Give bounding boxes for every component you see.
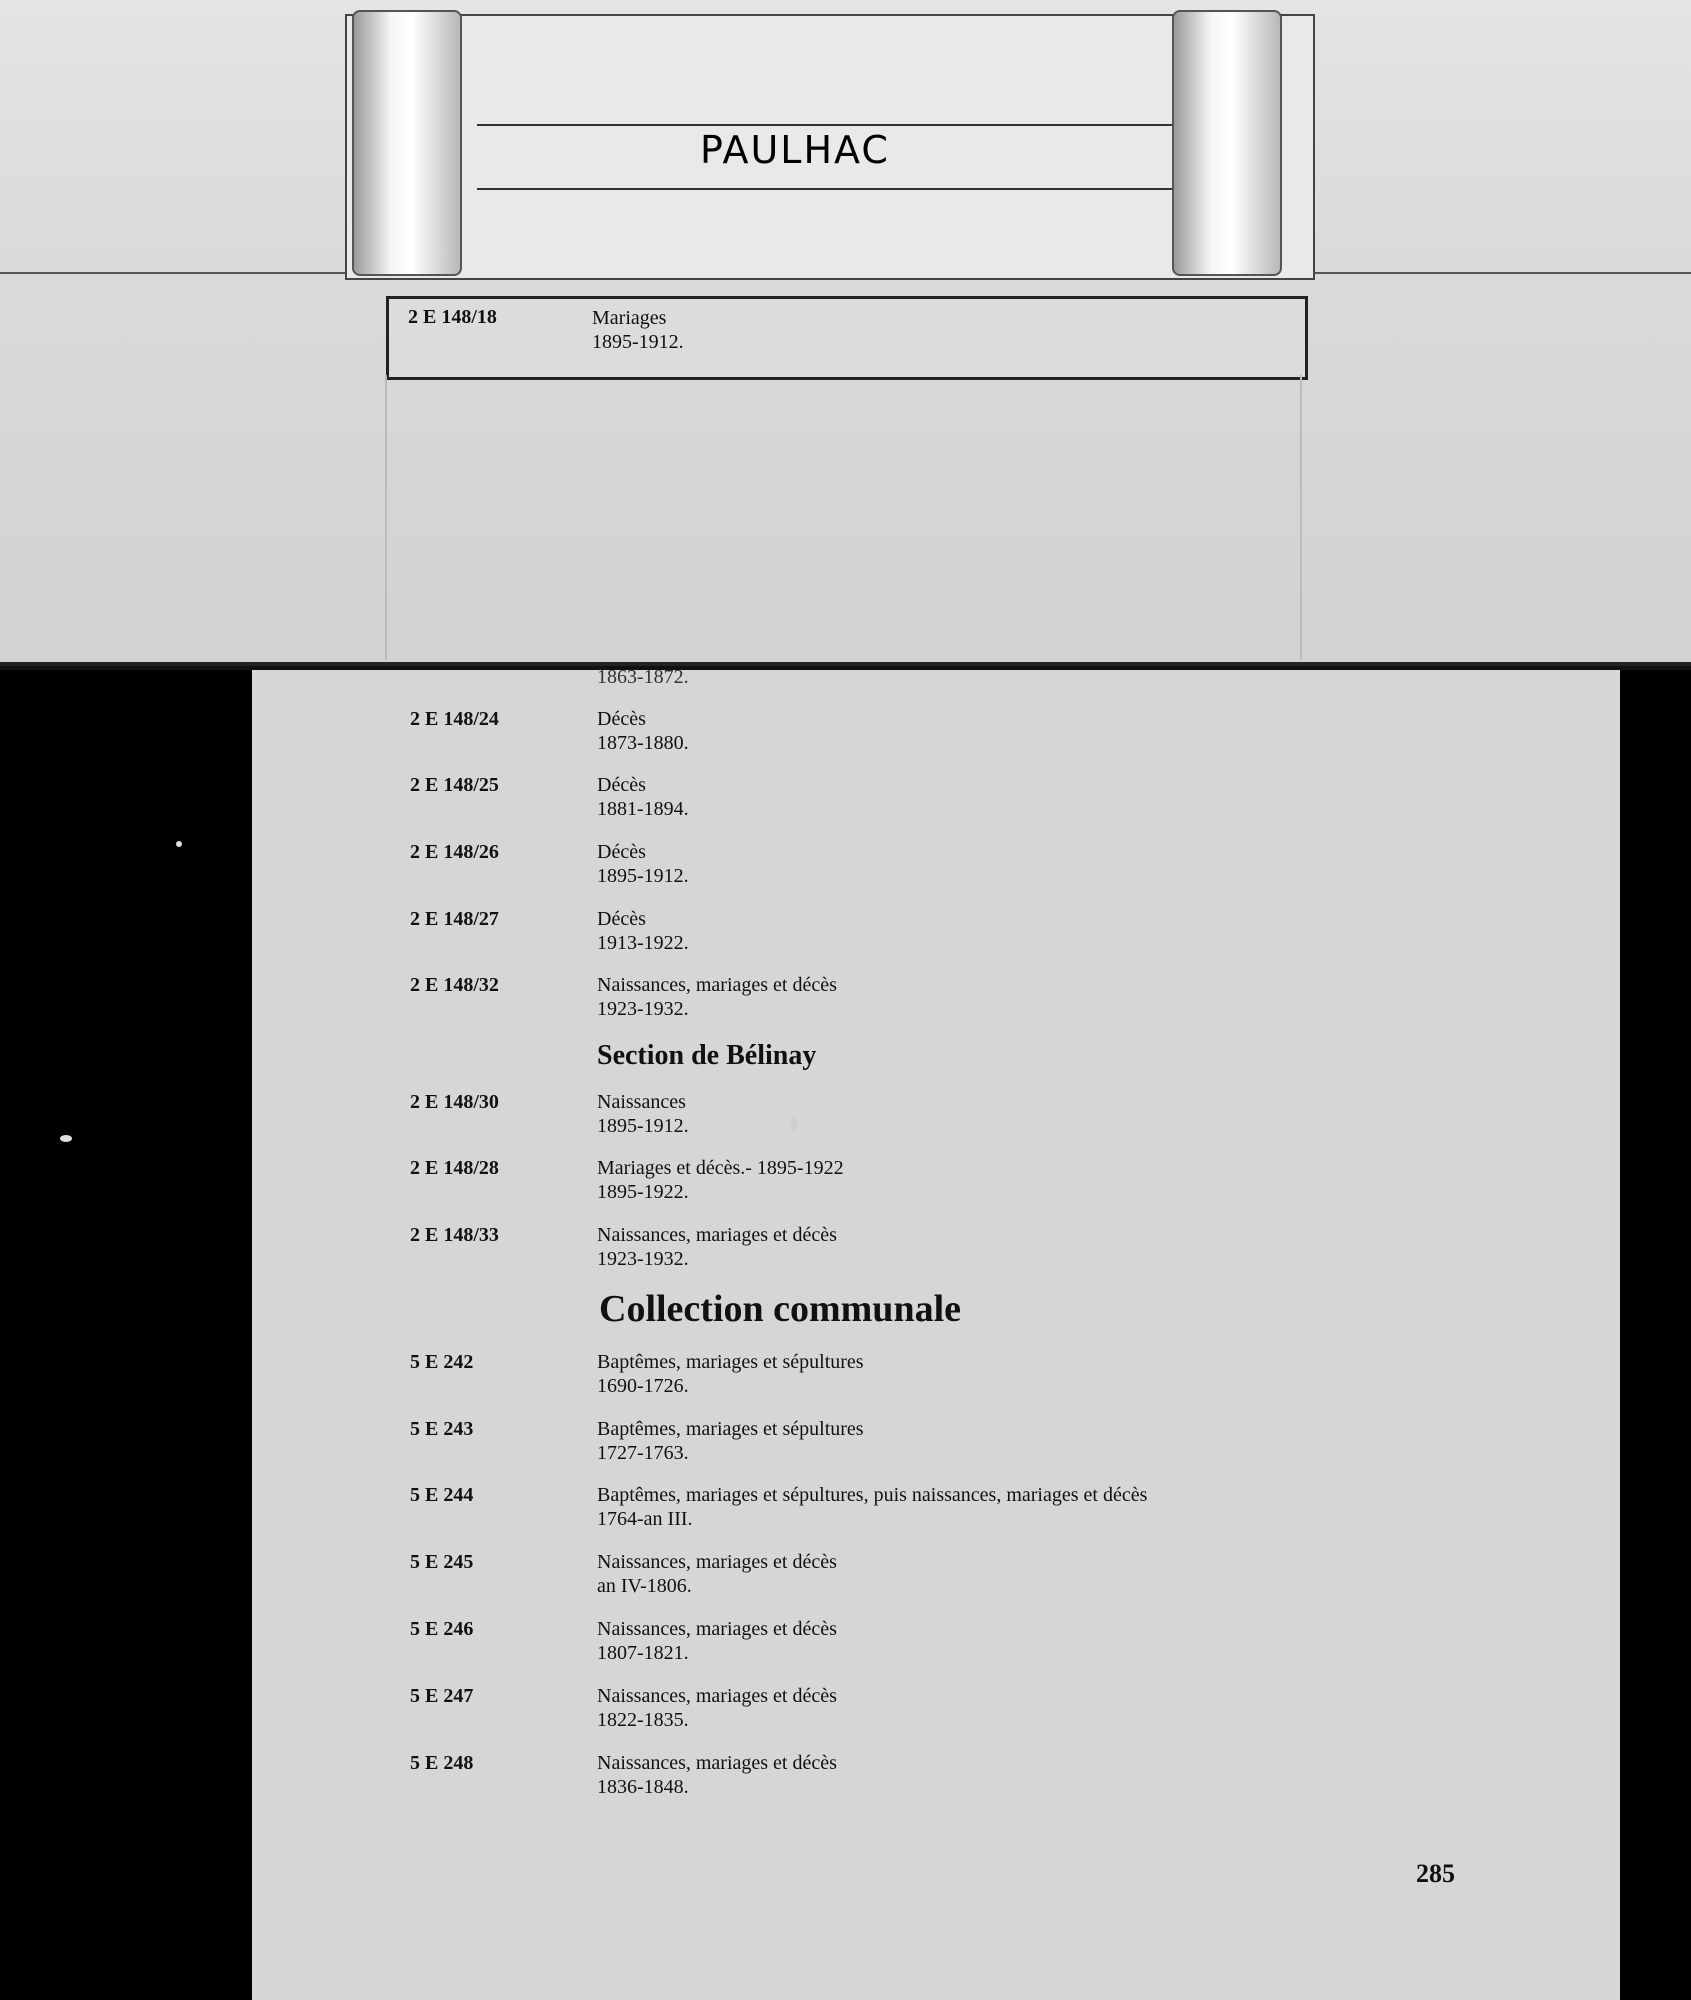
- entry-title: Mariages et décès.- 1895-1922: [597, 1157, 844, 1179]
- entry-title: Décès: [597, 908, 646, 930]
- label-rule: [477, 188, 1189, 190]
- entry-title: Baptêmes, mariages et sépultures: [597, 1351, 864, 1373]
- entry-description: [597, 707, 1357, 755]
- entry-description: [592, 306, 684, 354]
- entry-code: 2 E 148/33: [410, 1224, 499, 1246]
- entry-description: [597, 1483, 1557, 1531]
- entry-code: 5 E 245: [410, 1551, 474, 1573]
- entry-code: 2 E 148/28: [410, 1157, 499, 1179]
- paper-speck: [790, 1117, 798, 1131]
- label-rule: [477, 124, 1189, 126]
- entry-code: 5 E 246: [410, 1618, 474, 1640]
- entry-code: 5 E 248: [410, 1752, 474, 1774]
- entry-description: [597, 1090, 1357, 1138]
- entry-title: Naissances, mariages et décès: [597, 1224, 837, 1246]
- entry-code: 5 E 243: [410, 1418, 474, 1440]
- entry-dates: 1822-1835.: [597, 1709, 689, 1731]
- section-heading: Section de Bélinay: [597, 1040, 817, 1071]
- card-guide-line: [1300, 375, 1302, 660]
- overlay-entry-box: [386, 296, 1308, 380]
- entry-description: [597, 1684, 1357, 1732]
- entry-title: Naissances, mariages et décès: [597, 974, 837, 996]
- entry-code: 5 E 244: [410, 1484, 474, 1506]
- entry-dates: an IV-1806.: [597, 1575, 692, 1597]
- entry-dates: 1895-1922.: [597, 1181, 689, 1203]
- entry-code: 2 E 148/30: [410, 1091, 499, 1113]
- page-number: 285: [1416, 1859, 1455, 1888]
- entry-title: Naissances, mariages et décès: [597, 1618, 837, 1640]
- entry-code: 2 E 148/27: [410, 908, 499, 930]
- entry-code: 5 E 242: [410, 1351, 474, 1373]
- binder-clip-left: [352, 10, 462, 276]
- entry-title: Naissances: [597, 1091, 686, 1113]
- entry-code: 2 E 148/24: [410, 708, 499, 730]
- entry-title: Baptêmes, mariages et sépultures, puis naissances, mariages et décès: [597, 1484, 1148, 1506]
- entry-title: Décès: [597, 774, 646, 796]
- margin-speck: [176, 841, 182, 847]
- entry-description: [597, 1617, 1357, 1665]
- entry-title: Baptêmes, mariages et sépultures: [597, 1418, 864, 1440]
- collection-heading: Collection communale: [599, 1288, 962, 1330]
- entry-description: [597, 1223, 1357, 1271]
- entry-title: Décès: [597, 708, 646, 730]
- margin-speck: [60, 1135, 72, 1142]
- entry-dates: 1807-1821.: [597, 1642, 689, 1664]
- entry-dates: 1873-1880.: [597, 732, 689, 754]
- entry-description: [597, 1417, 1357, 1465]
- entry-code: 2 E 148/18: [408, 306, 497, 328]
- entry-description: [597, 1350, 1357, 1398]
- entry-description: [597, 840, 1357, 888]
- entry-code: 2 E 148/26: [410, 841, 499, 863]
- entry-dates: 1923-1932.: [597, 998, 689, 1020]
- binder-clip-right: [1172, 10, 1282, 276]
- entry-title: Naissances, mariages et décès: [597, 1685, 837, 1707]
- entry-description: [597, 907, 1357, 955]
- entry-description: [597, 1751, 1357, 1799]
- entry-dates: 1727-1763.: [597, 1442, 689, 1464]
- card-guide-line: [385, 375, 387, 660]
- entry-dates: 1913-1922.: [597, 932, 689, 954]
- entry-description: [597, 773, 1357, 821]
- entry-dates: 1836-1848.: [597, 1776, 689, 1798]
- entry-dates: 1881-1894.: [597, 798, 689, 820]
- entry-description: [597, 1550, 1357, 1598]
- entry-dates: 1895-1912.: [597, 865, 689, 887]
- entry-description: [597, 973, 1357, 1021]
- inventory-page: [252, 662, 1620, 2000]
- entry-dates: 1895-1912.: [597, 1115, 689, 1137]
- cut-off-dates: 1863-1872.: [597, 666, 689, 688]
- entry-title: Naissances, mariages et décès: [597, 1752, 837, 1774]
- entry-dates: 1690-1726.: [597, 1375, 689, 1397]
- entry-code: 2 E 148/25: [410, 774, 499, 796]
- entry-title: Mariages: [592, 307, 667, 329]
- entry-dates: 1923-1932.: [597, 1248, 689, 1270]
- entry-code: 5 E 247: [410, 1685, 474, 1707]
- entry-title: Décès: [597, 841, 646, 863]
- entry-title: Naissances, mariages et décès: [597, 1551, 837, 1573]
- entry-code: 2 E 148/32: [410, 974, 499, 996]
- entry-dates: 1764-an III.: [597, 1508, 693, 1530]
- overlay-card: [0, 0, 1691, 666]
- entry-dates: 1895-1912.: [592, 331, 684, 353]
- entry-description: [597, 1156, 1357, 1204]
- place-name-label: PAULHAC: [700, 128, 890, 172]
